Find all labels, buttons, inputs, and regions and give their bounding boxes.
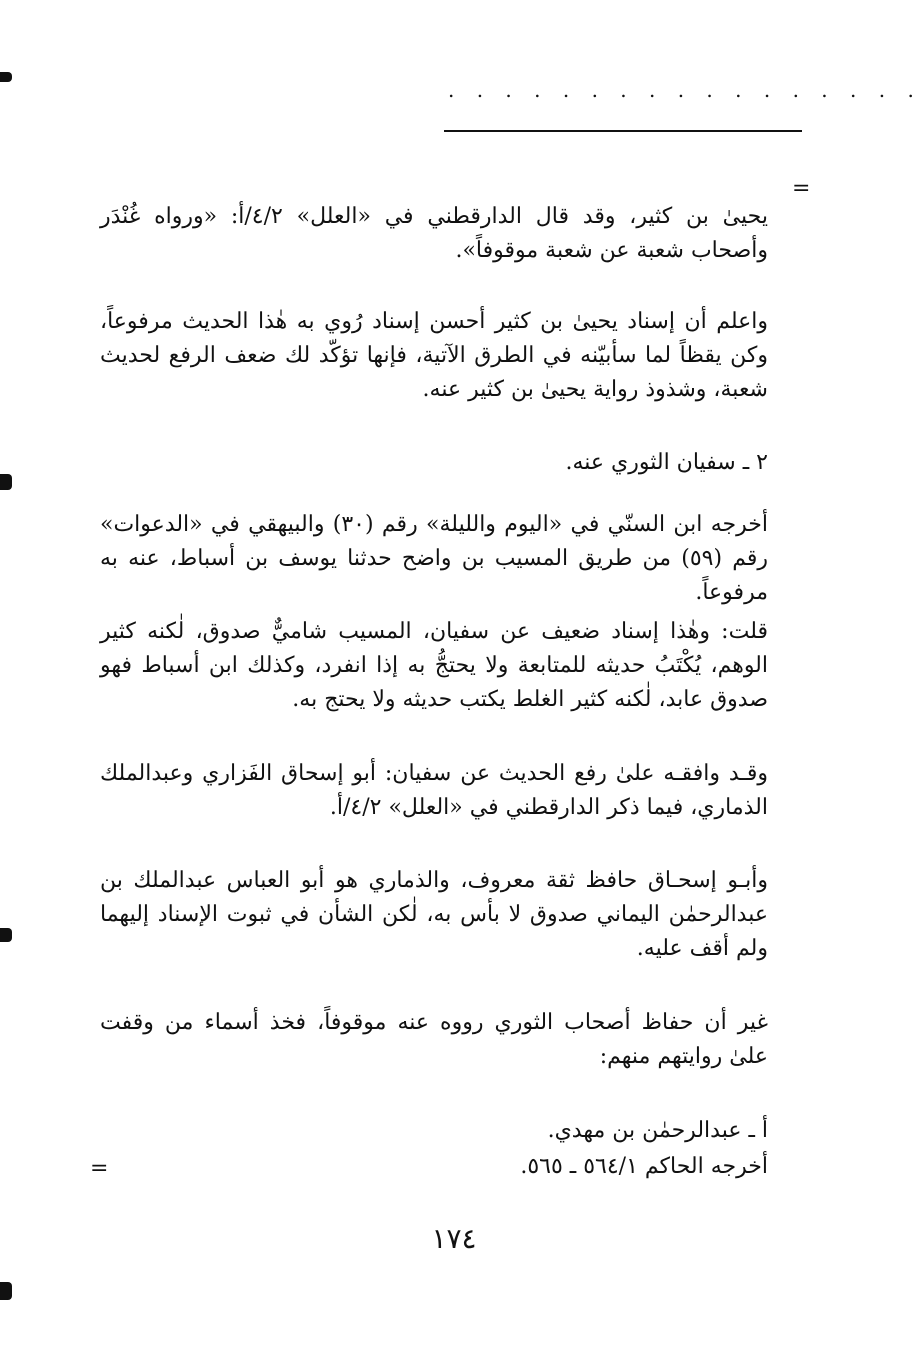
footnote-continuation-mark-bottom: =: [90, 1156, 109, 1181]
scan-edge-mark: [0, 928, 12, 942]
paragraph-7: غير أن حفاظ أصحاب الثوري رووه عنه موقوفاً، فخذ أسماء من وقفت علىٰ روايتهم منهم:: [100, 1010, 768, 1069]
section-heading: ٢ ـ سفيان الثوري عنه.: [565, 450, 768, 475]
header-rule: [444, 130, 802, 132]
list-item-heading: أ ـ عبدالرحمٰن بن مهدي.: [547, 1118, 768, 1143]
page-number: ١٧٤: [431, 1222, 477, 1255]
list-item-citation: أخرجه الحاكم ٥٦٤/١ ـ ٥٦٥.: [520, 1154, 768, 1179]
paragraph-2: واعلم أن إسناد يحيىٰ بن كثير أحسن إسناد رُوي به هٰذا الحديث مرفوعاً، وكن يقظاً لما سأبيّنه في الطرق الآتية، فإنها تؤكّد لك ضعف الرفع لحديث شعبة، وشذوذ رواية يحيىٰ بن كثير عنه.: [100, 309, 768, 402]
paragraph-6: وأبـو إسحـاق حافظ ثقة معروف، والذماري هو أبو العباس عبدالملك بن عبدالرحمٰن اليماني صدوق لا بأس به، لٰكن الشأن في ثبوت الإسناد إليهما ولم أقف عليه.: [100, 868, 768, 961]
footnote-continuation-mark: =: [792, 176, 811, 201]
paragraph-3: أخرجه ابن السنّي في «اليوم والليلة» رقم (٣٠) والبيهقي في «الدعوات» رقم (٥٩) من طريق المسيب بن واضح حدثنا يوسف بن أسباط، عنه به مرفوعاً.: [100, 512, 769, 605]
paragraph-1: يحيىٰ بن كثير، وقد قال الدارقطني في «العلل» ٤/٢/أ: «ورواه غُنْدَر وأصحاب شعبة عن شعبة موقوفاً».: [100, 204, 768, 263]
scan-edge-mark: [0, 474, 12, 490]
header-dots: . . . . . . . . . . . . . . . . .: [448, 78, 922, 102]
paragraph-5: وقـد وافقـه علىٰ رفع الحديث عن سفيان: أبو إسحاق الفَزاري وعبدالملك الذماري، فيما ذكر الدارقطني في «العلل» ٤/٢/أ.: [100, 761, 768, 820]
paragraph-4: قلت: وهٰذا إسناد ضعيف عن سفيان، المسيب شاميٌّ صدوق، لٰكنه كثير الوهم، يُكْتَبُ حديثه للمتابعة ولا يحتجُّ به إذا انفرد، وكذلك ابن أسباط فهو صدوق عابد، لٰكنه كثير الغلط يكتب حديثه ولا يحتج به.: [100, 619, 768, 712]
scan-edge-mark: [0, 72, 12, 82]
scan-edge-mark: [0, 1282, 12, 1300]
